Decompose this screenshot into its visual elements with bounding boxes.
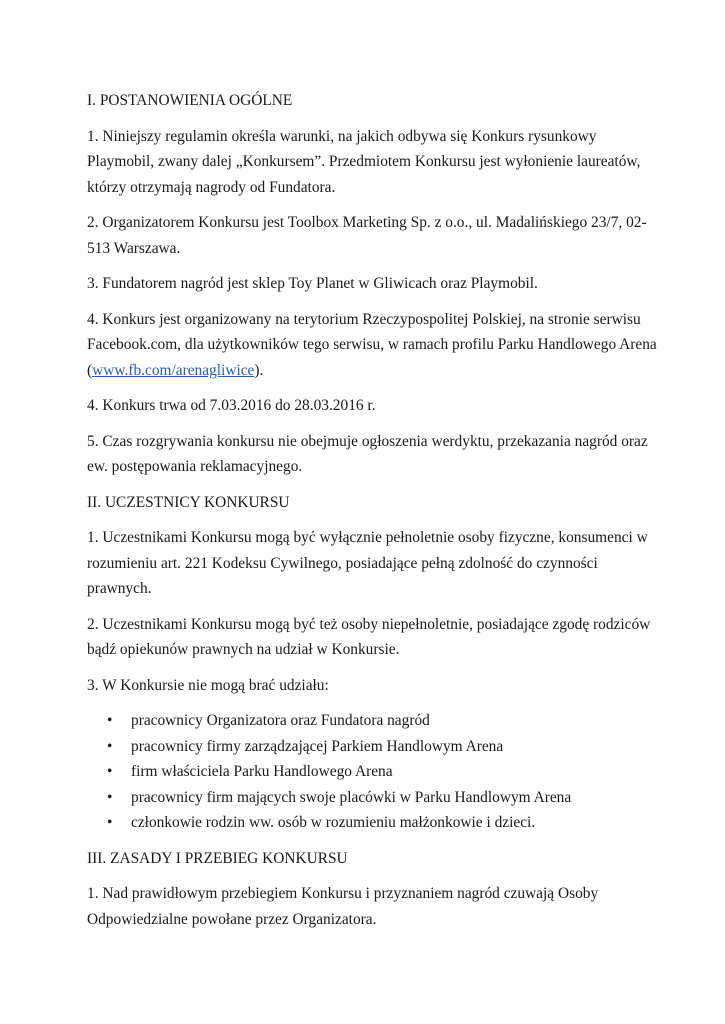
list-item-text: firm właściciela Parku Handlowego Arena (131, 763, 393, 780)
territory-text: 4. Konkurs jest organizowany na terytorium Rzeczypospolitej Polskiej, na stronie serwisu Facebook.com, dla użytkowników tego serwisu, w ramach profilu Parku Handlowego Arena ( (87, 310, 657, 379)
list-item (87, 810, 657, 836)
paragraph-regulation-scope: 1. Niniejszy regulamin określa warunki, na jakich odbywa się Konkurs rysunkowy Playmobil, zwany dalej „Konkursem”. Przedmiotem Konkursu jest wyłonienie laureatów, którzy otrzymają nagrody od Fundatora. (87, 127, 641, 196)
paragraph-contest-dates: 4. Konkurs trwa od 7.03.2016 do 28.03.2016 r. (87, 397, 376, 414)
territory-text-end: ). (254, 361, 264, 379)
list-item (87, 708, 657, 734)
paragraph-territory (87, 307, 657, 384)
list-item (87, 785, 657, 811)
bullet-icon: • (107, 763, 113, 780)
bullet-icon: • (107, 788, 113, 806)
paragraph-organizer: 2. Organizatorem Konkursu jest Toolbox Marketing Sp. z o.o., ul. Madalińskiego 23/7, 02-513 Warszawa. (87, 214, 647, 257)
list-item (87, 759, 657, 785)
bullet-icon: • (107, 814, 113, 831)
list-item-text: pracownicy Organizatora oraz Fundatora nagród (131, 712, 430, 729)
section-heading-general: I. POSTANOWIENIA OGÓLNE (87, 92, 293, 109)
paragraph-minor-participants: 2. Uczestnikami Konkursu mogą być też osoby niepełnoletnie, posiadające zgodę rodziców bądź opiekunów prawnych na udział w Konkursie. (87, 615, 651, 658)
bullet-icon: • (107, 737, 113, 755)
section-heading-participants: II. UCZESTNICY KONKURSU (87, 493, 290, 511)
paragraph-contest-time: 5. Czas rozgrywania konkursu nie obejmuje ogłoszenia werdyktu, przekazania nagród oraz ew. postępowania reklamacyjnego. (87, 432, 648, 475)
paragraph-prize-founder: 3. Fundatorem nagród jest sklep Toy Planet w Gliwicach oraz Playmobil. (87, 275, 538, 292)
document-page (87, 88, 657, 942)
list-item-text: członkowie rodzin ww. osób w rozumieniu małżonkowie i dzieci. (131, 814, 536, 831)
excluded-persons-list (87, 708, 657, 836)
list-item-text: pracownicy firmy zarządzającej Parkiem Handlowym Arena (131, 737, 504, 755)
paragraph-adult-participants: 1. Uczestnikami Konkursu mogą być wyłącznie pełnoletnie osoby fizyczne, konsumenci w rozumieniu art. 221 Kodeksu Cywilnego, posiadające pełną zdolność do czynności prawnych. (87, 529, 648, 597)
paragraph-supervision: 1. Nad prawidłowym przebiegiem Konkursu i przyznaniem nagród czuwają Osoby Odpowiedzialne powołane przez Organizatora. (87, 885, 599, 928)
list-item-text: pracownicy firm mających swoje placówki w Parku Handlowym Arena (131, 788, 572, 806)
bullet-icon: • (107, 712, 113, 729)
list-item (87, 734, 657, 760)
section-heading-rules: III. ZASADY I PRZEBIEG KONKURSU (87, 849, 348, 867)
paragraph-excluded-intro: 3. W Konkursie nie mogą brać udziału: (87, 676, 329, 694)
facebook-profile-link[interactable]: www.fb.com/arenagliwice (92, 361, 255, 379)
